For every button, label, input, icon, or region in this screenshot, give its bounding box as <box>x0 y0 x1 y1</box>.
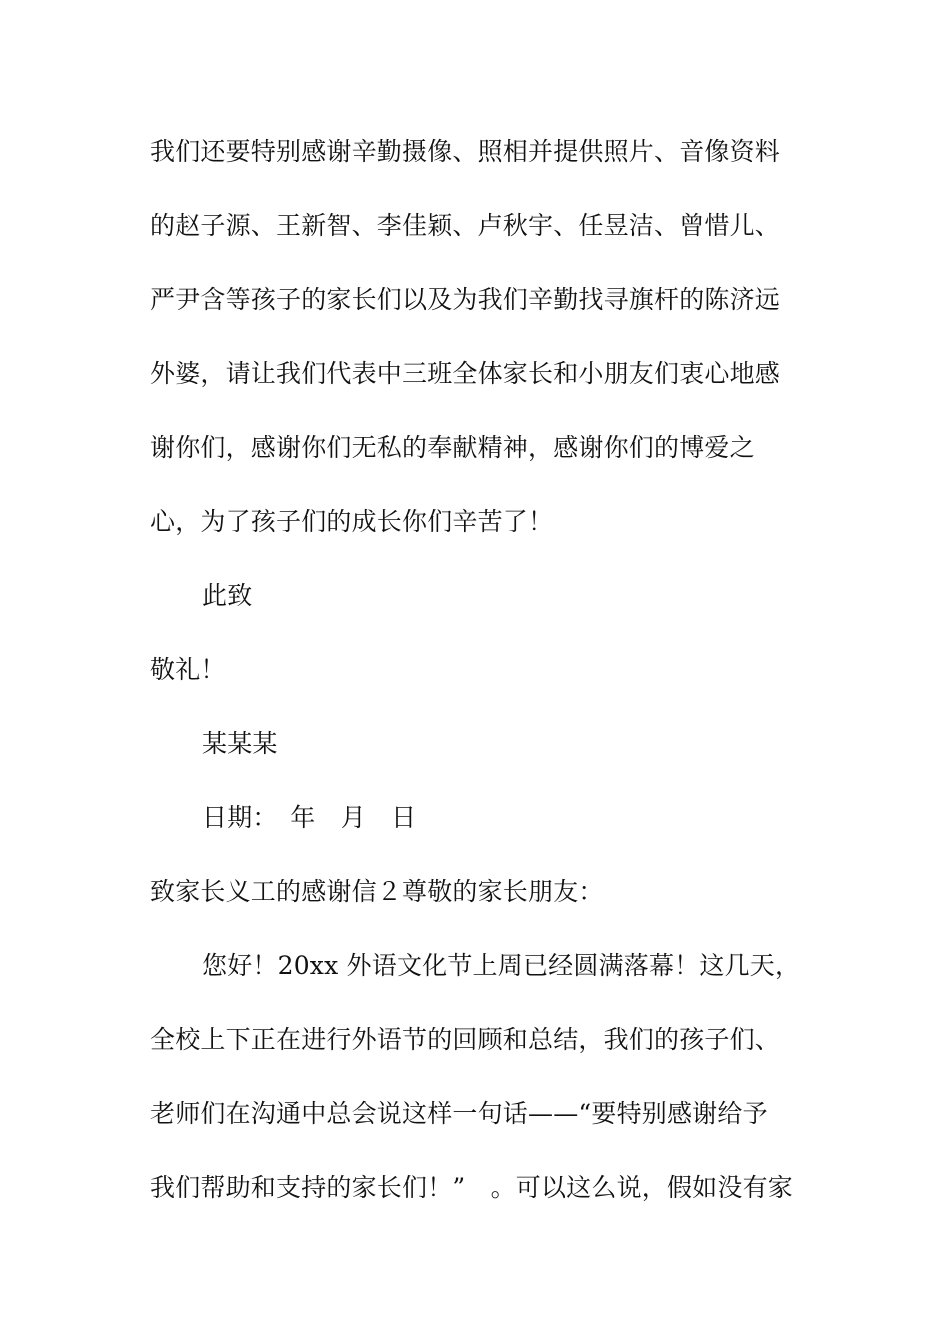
salute: 敬礼！ <box>150 655 226 684</box>
paragraph-line: 全校上下正在进行外语节的回顾和总结，我们的孩子们、 <box>150 1025 781 1054</box>
paragraph-line: 您好！20xx 外语文化节上周已经圆满落幕！这几天， <box>202 951 801 980</box>
paragraph-line: 老师们在沟通中总会说这样一句话——“要特别感谢给予 <box>150 1099 768 1128</box>
paragraph-line: 心，为了孩子们的成长你们辛苦了！ <box>150 507 554 536</box>
paragraph-line: 外婆，请让我们代表中三班全体家长和小朋友们衷心地感 <box>150 359 781 388</box>
signature: 某某某 <box>202 729 278 758</box>
paragraph-line: 严尹含等孩子的家长们以及为我们辛勤找寻旗杆的陈济远 <box>150 285 781 314</box>
paragraph-line: 我们帮助和支持的家长们！” 。可以这么说，假如没有家 <box>150 1173 793 1202</box>
date-line: 日期： 年 月 日 <box>202 803 417 832</box>
paragraph-line: 我们还要特别感谢辛勤摄像、照相并提供照片、音像资料 <box>150 137 781 166</box>
closing-phrase: 此致 <box>202 581 253 610</box>
paragraph-line: 的赵子源、王新智、李佳颖、卢秋宇、任昱洁、曾惜儿、 <box>150 211 781 240</box>
letter-title: 致家长义工的感谢信２尊敬的家长朋友： <box>150 877 604 906</box>
paragraph-line: 谢你们，感谢你们无私的奉献精神，感谢你们的博爱之 <box>150 433 755 462</box>
